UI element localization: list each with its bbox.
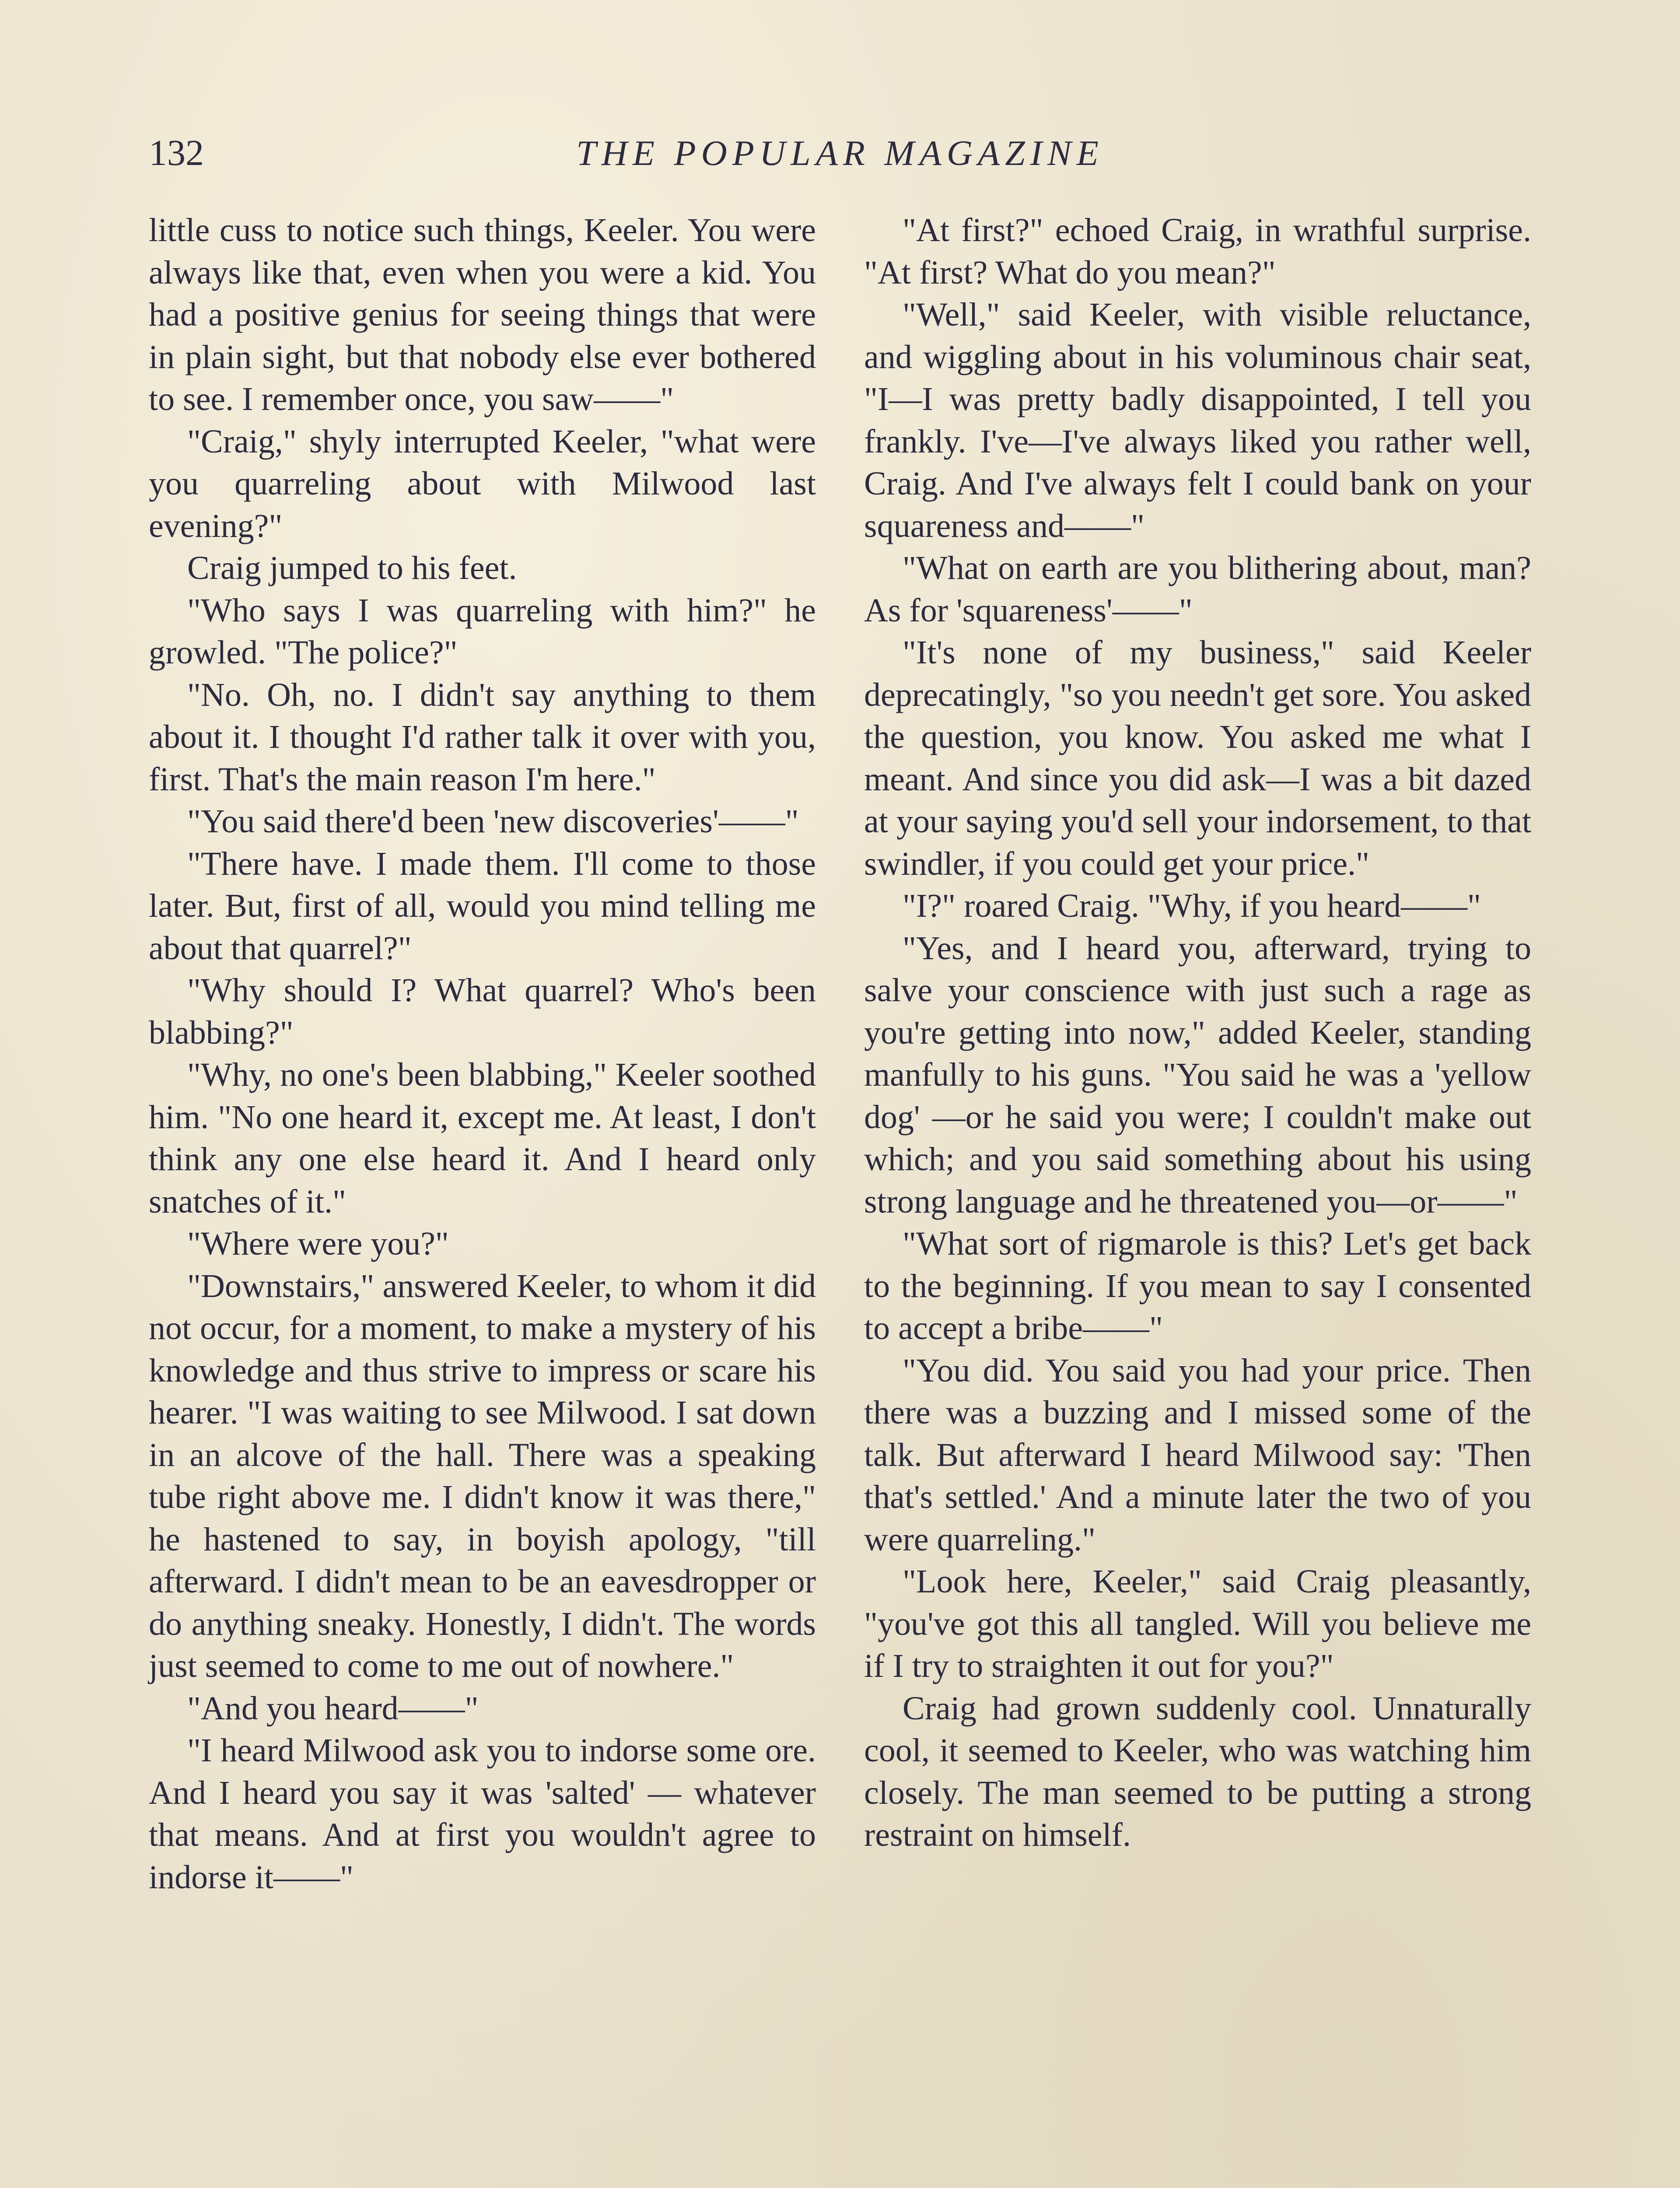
paragraph: "You said there'd been 'new discoveries'——" [187, 803, 799, 840]
paragraph: "You did. You said you had your price. Then there was a buzzing and I missed some of the talk. But afterward I heard Milwood say: 'Then that's settled.' And a minute later the two of you were quarreling." [864, 1352, 1531, 1558]
paragraph: "Look here, Keeler," said Craig pleasantly, "you've got this all tangled. Will you believe me if I try to straighten it out for you?" [864, 1563, 1531, 1684]
paragraph: "No. Oh, no. I didn't say anything to them about it. I thought I'd rather talk it over with you, first. That's the main reason I'm here." [149, 676, 816, 798]
magazine-title: THE POPULAR MAGAZINE [576, 133, 1104, 173]
paragraph: "What sort of rigmarole is this? Let's get back to the beginning. If you mean to say I consented to accept a bribe——" [864, 1225, 1531, 1346]
paragraph: "It's none of my business," said Keeler deprecatingly, "so you needn't get sore. You asked the question, you know. You asked me what I meant. And since you did ask—I was a bit dazed at your saying you'd sell your indorsement, to that swindler, if you could get your price." [864, 634, 1531, 882]
right-column [864, 209, 1531, 1856]
page-header [149, 127, 1531, 179]
paragraph: "Where were you?" [187, 1225, 449, 1262]
paragraph: "Well," said Keeler, with visible reluctance, and wiggling about in his voluminous chair seat, "I—I was pretty badly disappointed, I tell you frankly. I've—I've always liked you rather well, Craig. And I've always felt I could bank on your squareness and——" [864, 296, 1531, 544]
paragraph: "Why should I? What quarrel? Who's been blabbing?" [149, 972, 816, 1051]
paragraph: "Why, no one's been blabbing," Keeler soothed him. "No one heard it, except me. At least, I don't think any one else heard it. And I heard only snatches of it." [149, 1056, 816, 1220]
paragraph: Craig had grown suddenly cool. Unnaturally cool, it seemed to Keeler, who was watching him closely. The man seemed to be putting a strong restraint on himself. [864, 1690, 1531, 1853]
paragraph: "Craig," shyly interrupted Keeler, "what were you quarreling about with Milwood last evening?" [149, 423, 816, 544]
paragraph: "Yes, and I heard you, afterward, trying to salve your conscience with just such a rage as you're getting into now," added Keeler, standing manfully to his guns. "You said he was a 'yellow dog' —or he said you were; I couldn't make out which; and you said something about his using strong language and he threatened you—or——" [864, 929, 1531, 1220]
page-number: 132 [149, 133, 204, 173]
paragraph: "I?" roared Craig. "Why, if you heard——" [903, 887, 1481, 924]
paragraph: "What on earth are you blithering about, man? As for 'squareness'——" [864, 550, 1531, 629]
paragraph: "I heard Milwood ask you to indorse some ore. And I heard you say it was 'salted' — whatever that means. And at first you wouldn't agree to indorse it——" [149, 1732, 816, 1896]
paragraph: "At first?" echoed Craig, in wrathful surprise. "At first? What do you mean?" [864, 212, 1531, 291]
paragraph: "And you heard——" [187, 1690, 479, 1727]
paragraph: "Downstairs," answered Keeler, to whom it did not occur, for a moment, to make a mystery of his knowledge and thus strive to impress or scare his hearer. "I was waiting to see Milwood. I sat down in an alcove of the hall. There was a speaking tube right above me. I didn't know it was there," he hastened to say, in boyish apology, "till afterward. I didn't mean to be an eavesdropper or do anything sneaky. Honestly, I didn't. The words just seemed to come to me out of nowhere." [149, 1267, 816, 1684]
paragraph: "There have. I made them. I'll come to those later. But, first of all, would you mind telling me about that quarrel?" [149, 845, 816, 967]
paragraph: little cuss to notice such things, Keeler. You were always like that, even when you were a kid. You had a positive genius for seeing things that were in plain sight, but that nobody else ever bothered to see. I remember once, you saw——" [149, 212, 816, 417]
paragraph: Craig jumped to his feet. [187, 550, 517, 586]
paragraph: "Who says I was quarreling with him?" he growled. "The police?" [149, 592, 816, 671]
left-column [149, 209, 816, 1898]
